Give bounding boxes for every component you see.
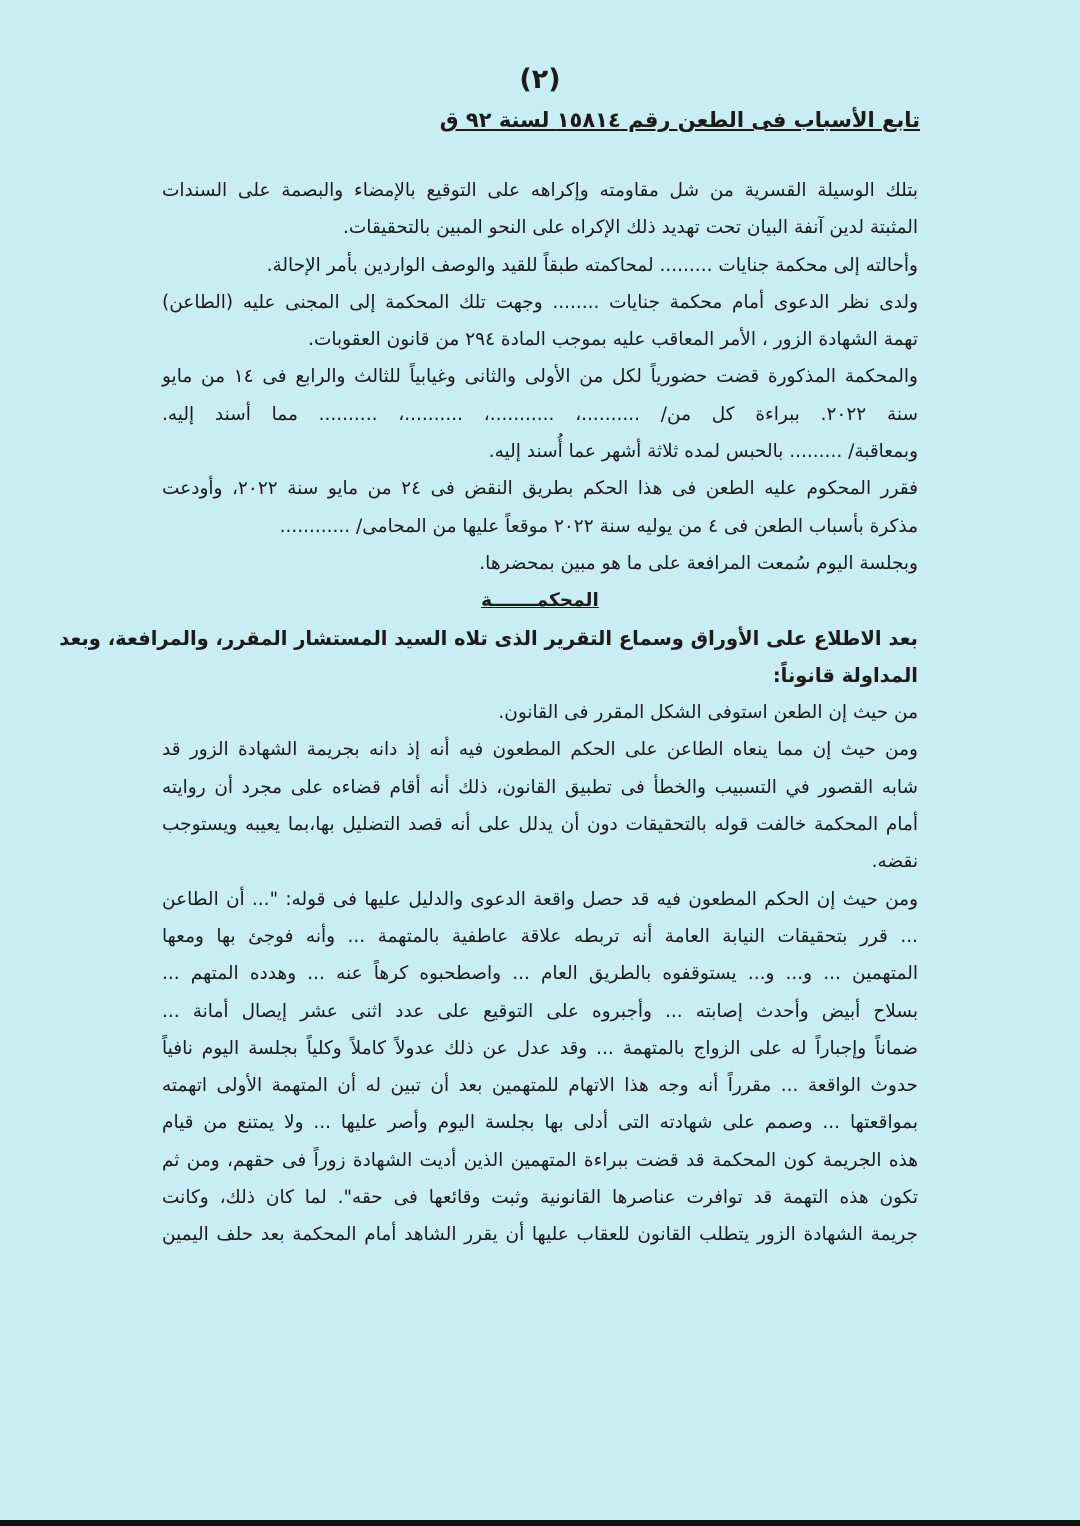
text-line: وبجلسة اليوم سُمعت المرافعة على ما هو مبين بمحضرها. <box>479 552 918 574</box>
text-line: فقرر المحكوم عليه الطعن فى هذا الحكم بطريق النقض فى ٢٤ من مايو سنة ٢٠٢٢، وأودعت <box>162 478 918 500</box>
text-line: تهمة الشهادة الزور ، الأمر المعاقب عليه بموجب المادة ٢٩٤ من قانون العقوبات. <box>308 329 918 351</box>
text-line: أمام المحكمة خالفت قوله بالتحقيقات دون أن يدلل على أنه قصد التضليل بها،بما يعيبه ويستوجب <box>162 814 918 836</box>
text-line: بمواقعتها ... وصمم على شهادته التى أدلى بها بجلسة اليوم وأصر عليها ... ولا يمتنع من قيام <box>162 1112 918 1134</box>
text-line: بسلاح أبيض وأحدث إصابته ... وأجبروه على التوقيع على عدد اثنى عشر إيصال أمانة ... <box>162 1000 918 1022</box>
page-number: (٢) <box>519 64 561 95</box>
text-line: المثبتة لدين آنفة البيان تحت تهديد ذلك الإكراه على النحو المبين بالتحقيقات. <box>343 217 918 239</box>
text-line: ... قرر بتحقيقات النيابة العامة أنه تربطه علاقة عاطفية بالمتهمة ... وأنه فوجئ بها ومعها <box>162 925 918 947</box>
text-line: ضماناً وإجباراً له على الزواج بالمتهمة ... وقد عدل عن ذلك عدولاً كاملاً وكلياً بجلسة اليوم نافياً <box>162 1037 918 1059</box>
text-line: ومن حيث إن الحكم المطعون فيه قد حصل واقعة الدعوى والدليل عليها فى قوله: "... أن الطاعن <box>162 888 918 910</box>
text-line: المتهمين ... و... و... يستوقفوه بالطريق العام ... واصطحبوه كرهاً عنه ... وهدده المتهم ... <box>162 963 918 985</box>
bottom-edge-bar <box>0 1520 1080 1526</box>
text-line: مذكرة بأسباب الطعن فى ٤ من يوليه سنة ٢٠٢٢ موقعاً عليها من المحامى/ ............ <box>279 515 918 537</box>
text-line: المداولة قانوناً: <box>772 663 918 687</box>
text-line: بعد الاطلاع على الأوراق وسماع التقرير الذى تلاه السيد المستشار المقرر، والمرافعة، وبعد <box>59 626 918 650</box>
section-heading: تابع الأسباب فى الطعن رقم ١٥٨١٤ لسنة ٩٢ ق <box>439 108 920 132</box>
text-line: تكون هذه التهمة قد توافرت عناصرها القانونية وثبت وقائعها فى حقه". لما كان ذلك، وكانت <box>162 1187 918 1209</box>
text-line: وبمعاقبة/ ......... بالحبس لمده ثلاثة أشهر عما أُسند إليه. <box>488 441 918 463</box>
text-line: سنة ٢٠٢٢. ببراءة كل من/ ..........، ...........، ..........، .......... مما أسند إليه. <box>162 403 918 425</box>
document-body <box>59 172 918 1254</box>
text-line: من حيث إن الطعن استوفى الشكل المقرر فى القانون. <box>498 702 918 724</box>
text-line: المحكمـــــــة <box>481 590 599 612</box>
text-line: بتلك الوسيلة القسرية من شل مقاومته وإكراهه على التوقيع بالإمضاء والبصمة على السندات <box>162 180 918 201</box>
text-line: نقضه. <box>871 851 918 873</box>
text-line: هذه الجريمة كون المحكمة قد قضت ببراءة المتهمين الذين أديت الشهادة زوراً فى حقهم، ومن ثم <box>162 1149 918 1171</box>
text-line: حدوث الواقعة ... مقرراً أنه وجه هذا الاتهام للمتهمين بعد أن تبين له أن المتهمة الأولى اتهمته <box>162 1075 918 1097</box>
text-line: ولدى نظر الدعوى أمام محكمة جنايات ........ وجهت تلك المحكمة إلى المجنى عليه (الطاعن) <box>162 291 918 313</box>
text-line: والمحكمة المذكورة قضت حضورياً لكل من الأولى والثانى وغيابياً للثالث والرابع فى ١٤ من مايو <box>162 366 918 388</box>
text-line: جريمة الشهادة الزور يتطلب القانون للعقاب عليها أن يقرر الشاهد أمام المحكمة بعد حلف اليمين <box>162 1224 918 1246</box>
text-line: وأحالته إلى محكمة جنايات ......... لمحاكمته طبقاً للقيد والوصف الواردين بأمر الإحالة. <box>266 254 918 276</box>
text-line: ومن حيث إن مما ينعاه الطاعن على الحكم المطعون فيه أنه إذ دانه بجريمة الشهادة الزور قد <box>162 739 918 761</box>
text-line: شابه القصور في التسبيب والخطأ فى تطبيق القانون، ذلك أنه أقام قضاءه على مجرد أن روايته <box>162 776 918 798</box>
